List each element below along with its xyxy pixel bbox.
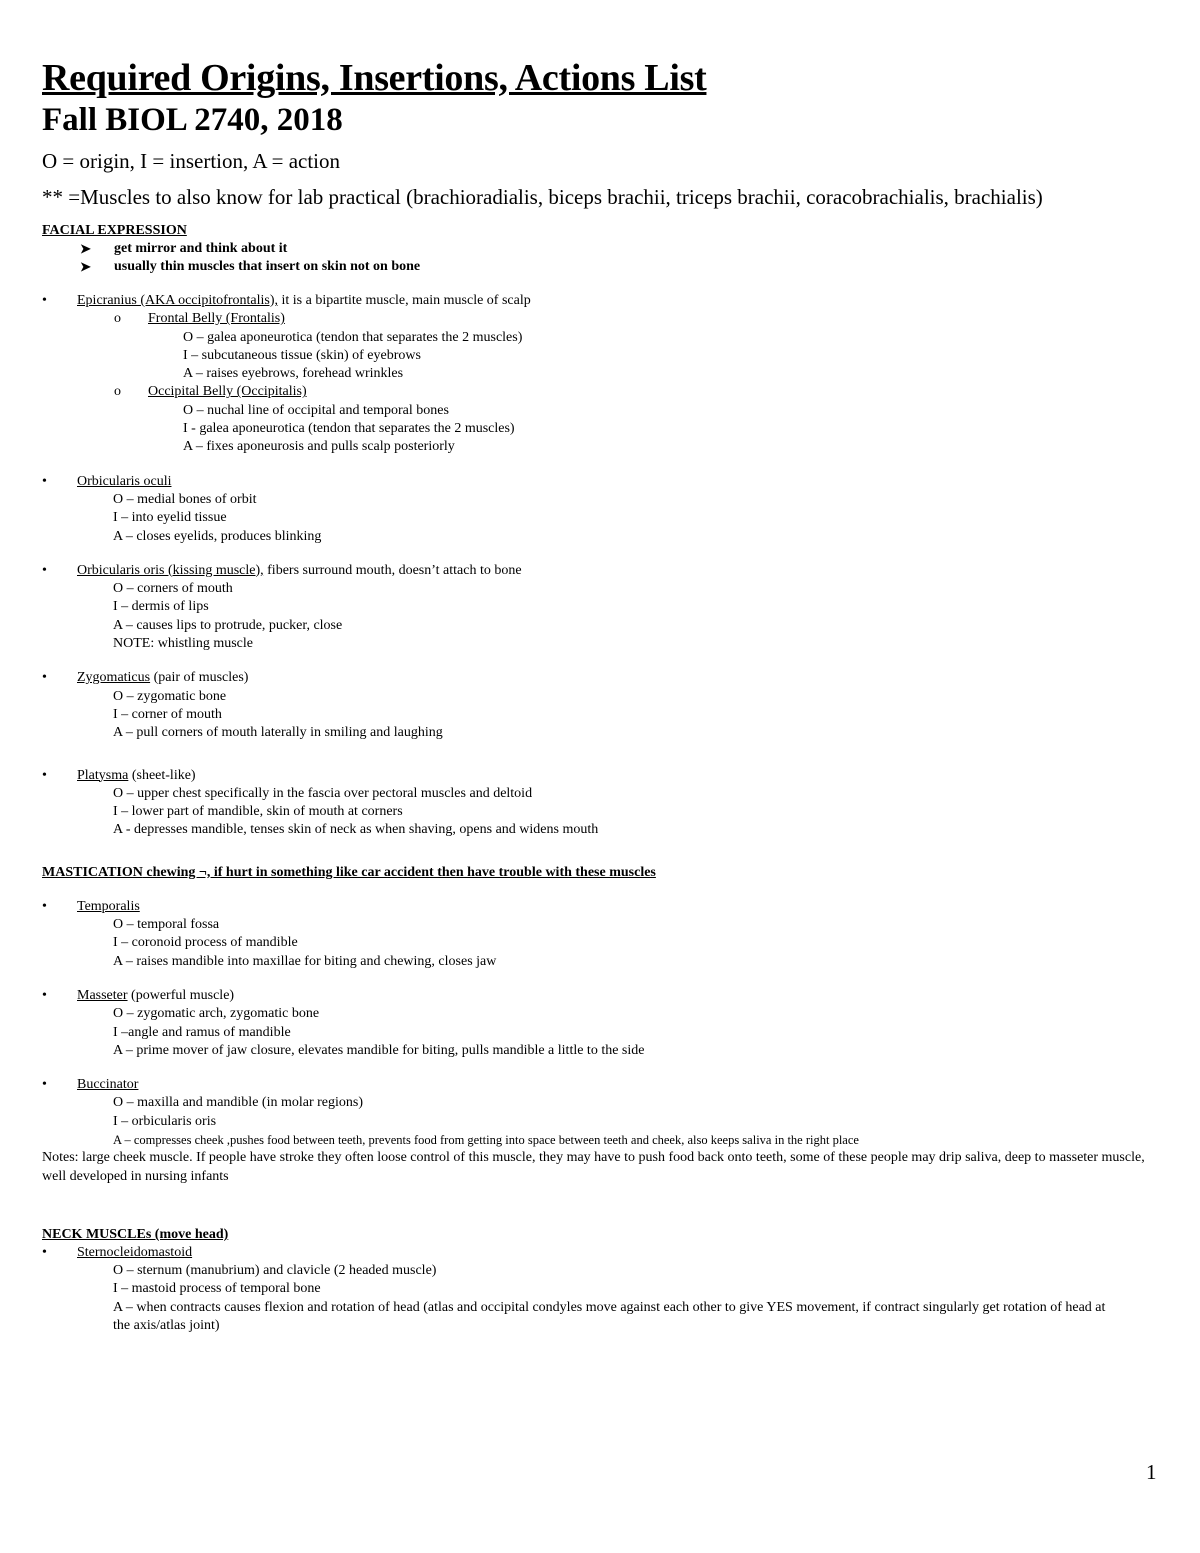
tip-item: ➤ get mirror and think about it <box>80 241 288 256</box>
origin-line: O – sternum (manubrium) and clavicle (2 headed muscle) <box>113 1263 437 1279</box>
lab-practical-note: ** =Muscles to also know for lab practical (brachioradialis, biceps brachii, triceps brachii, coracobrachialis, brachialis) <box>42 185 1043 209</box>
origin-line: O – corners of mouth <box>113 581 233 597</box>
buccinator-notes: Notes: large cheek muscle. If people have stroke they often loose control of this muscle, they may have to push food back onto teeth, some of these people may drip saliva, deep to masseter muscle, well developed in nursing infants <box>42 1150 1145 1184</box>
legend-line: O = origin, I = insertion, A = action <box>42 149 340 173</box>
bullet-icon: • <box>42 767 47 783</box>
section-heading-facial: FACIAL EXPRESSION <box>42 223 187 238</box>
bullet-icon: • <box>42 1077 47 1093</box>
action-line: A – causes lips to protrude, pucker, close <box>113 617 343 633</box>
action-line: A – closes eyelids, produces blinking <box>113 528 322 544</box>
sub-muscle-frontalis: o Frontal Belly (Frontalis) <box>42 310 1162 328</box>
tip-item: ➤ usually thin muscles that insert on skin not on bone <box>80 259 421 274</box>
muscle-entry-epicranius: • Epicranius (AKA occipitofrontalis), it is a bipartite muscle, main muscle of scalp <box>42 292 1162 310</box>
circle-bullet-icon: o <box>114 384 121 400</box>
bullet-icon: • <box>42 562 47 578</box>
muscle-entry-platysma: • Platysma (sheet-like) <box>42 767 1162 785</box>
insertion-line: I – into eyelid tissue <box>113 510 227 526</box>
action-line: A – raises eyebrows, forehead wrinkles <box>183 366 404 382</box>
document-subtitle: Fall BIOL 2740, 2018 <box>42 102 343 138</box>
origin-line: O – maxilla and mandible (in molar regions) <box>113 1095 363 1111</box>
muscle-entry-temporalis: • Temporalis <box>42 898 1162 916</box>
note-line: NOTE: whistling muscle <box>113 636 253 652</box>
action-line: A – when contracts causes flexion and rotation of head (atlas and occipital condyles move against each other to give YES movement, if contract singularly get rotation of head at the axis/atlas joint) <box>113 1299 1106 1334</box>
bullet-icon: • <box>42 987 47 1003</box>
arrow-bullet-icon: ➤ <box>80 241 91 256</box>
bullet-icon: • <box>42 293 47 308</box>
insertion-line: I – lower part of mandible, skin of mouth at corners <box>113 804 403 820</box>
origin-line: O – zygomatic arch, zygomatic bone <box>113 1006 320 1022</box>
origin-line: O – temporal fossa <box>113 917 220 933</box>
arrow-bullet-icon: ➤ <box>80 259 91 274</box>
insertion-line: I – mastoid process of temporal bone <box>113 1281 321 1297</box>
action-line: A – pull corners of mouth laterally in smiling and laughing <box>113 725 443 741</box>
muscle-entry-buccinator: • Buccinator <box>42 1076 1162 1094</box>
bullet-icon: • <box>42 473 47 489</box>
origin-line: O – upper chest specifically in the fascia over pectoral muscles and deltoid <box>113 785 533 801</box>
insertion-line: I – orbicularis oris <box>113 1113 217 1129</box>
sub-muscle-occipitalis: o Occipital Belly (Occipitalis) <box>42 383 1162 401</box>
document-title: Required Origins, Insertions, Actions List <box>42 57 707 99</box>
muscle-entry-zygomaticus: • Zygomaticus (pair of muscles) <box>42 669 1162 687</box>
circle-bullet-icon: o <box>114 311 121 327</box>
insertion-line: I – subcutaneous tissue (skin) of eyebrows <box>183 347 421 363</box>
insertion-line: I – corner of mouth <box>113 706 222 722</box>
document-page <box>42 56 1162 1335</box>
bullet-icon: • <box>42 670 47 686</box>
section-heading-mastication: MASTICATION chewing ¬, if hurt in something like car accident then have trouble with these muscles <box>42 864 656 880</box>
action-line: A – raises mandible into maxillae for biting and chewing, closes jaw <box>113 953 497 969</box>
action-line: A – fixes aponeurosis and pulls scalp posteriorly <box>183 439 455 455</box>
insertion-line: I –angle and ramus of mandible <box>113 1024 291 1040</box>
insertion-line: I – coronoid process of mandible <box>113 935 298 951</box>
bullet-icon: • <box>42 1244 47 1260</box>
muscle-entry-orbicularis-oris: • Orbicularis oris (kissing muscle), fibers surround mouth, doesn’t attach to bone <box>42 562 1162 580</box>
muscle-entry-masseter: • Masseter (powerful muscle) <box>42 987 1162 1005</box>
page-number: 1 <box>1146 1460 1157 1484</box>
action-line: A – prime mover of jaw closure, elevates mandible for biting, pulls mandible a little to the side <box>113 1042 645 1058</box>
origin-line: O – zygomatic bone <box>113 688 227 704</box>
action-line: A – compresses cheek ,pushes food between teeth, prevents food from getting into space between teeth and cheek, also keeps saliva in the right place <box>113 1132 859 1147</box>
muscle-entry-orbicularis-oculi: • Orbicularis oculi <box>42 473 1162 491</box>
bullet-icon: • <box>42 898 47 914</box>
origin-line: O – galea aponeurotica (tendon that separates the 2 muscles) <box>183 329 523 345</box>
origin-line: O – nuchal line of occipital and temporal bones <box>183 402 449 418</box>
action-line: A - depresses mandible, tenses skin of neck as when shaving, opens and widens mouth <box>113 822 599 838</box>
muscle-entry-sternocleidomastoid: • Sternocleidomastoid <box>42 1244 1162 1262</box>
insertion-line: I - galea aponeurotica (tendon that separates the 2 muscles) <box>183 421 515 437</box>
origin-line: O – medial bones of orbit <box>113 491 257 507</box>
insertion-line: I – dermis of lips <box>113 599 209 615</box>
section-heading-neck: NECK MUSCLEs (move head) <box>42 1226 229 1242</box>
